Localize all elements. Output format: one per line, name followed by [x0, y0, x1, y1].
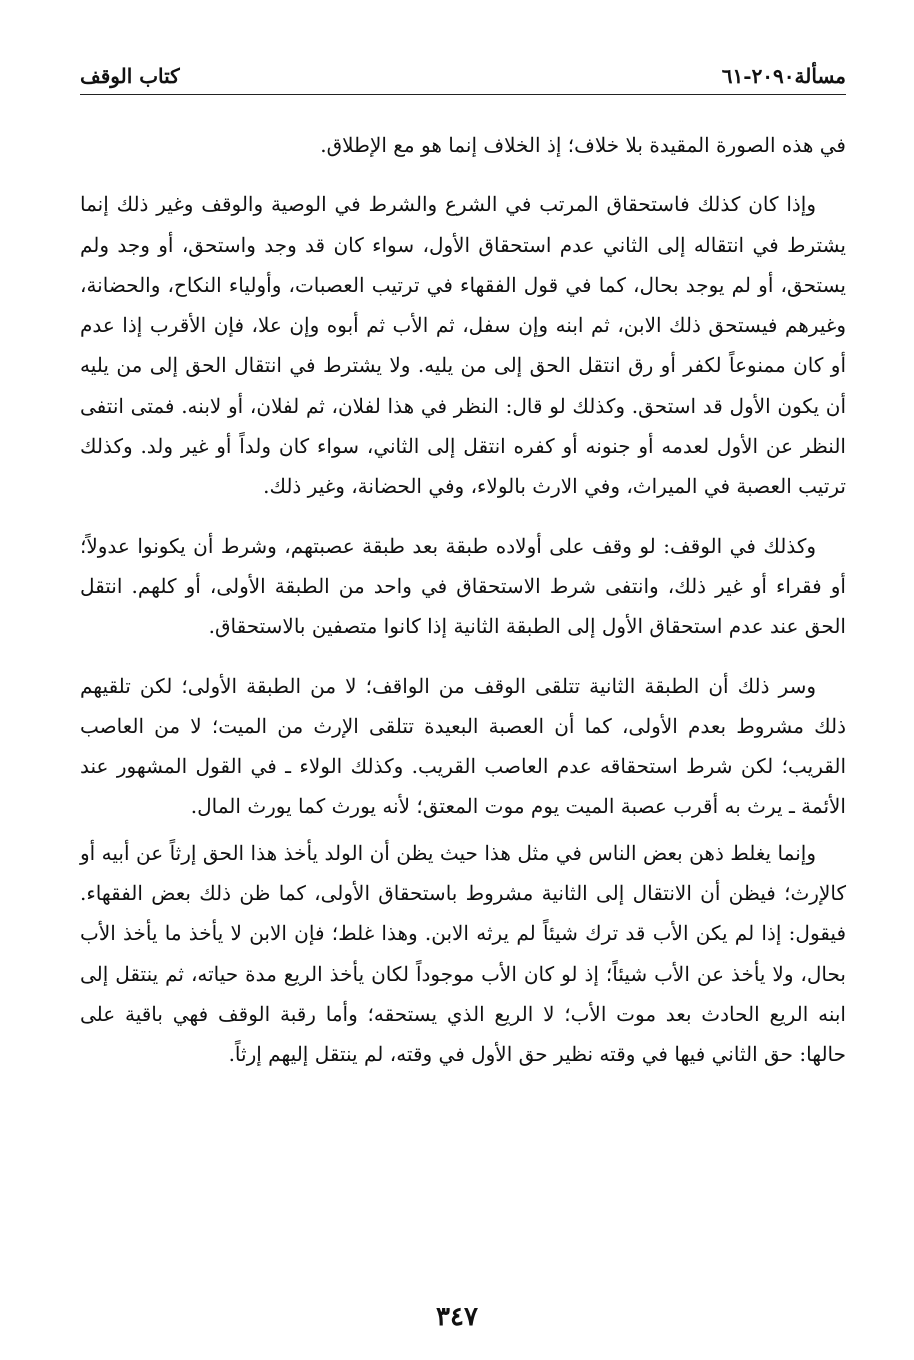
paragraph: وسر ذلك أن الطبقة الثانية تتلقى الوقف من الواقف؛ لا من الطبقة الأولى؛ لكن تلقيهم ذلك مشروط بعدم الأولى، كما أن العصبة البعيدة تتلقى الإرث من الميت؛ لا من العاصب القريب؛ لكن شرط استحقاقه عدم العاصب القريب. وكذلك الولاء ـ في القول المشهور عند الأئمة ـ يرث به أقرب عصبة الميت يوم موت المعتق؛ لأنه يورث كما يورث المال.	[80, 673, 846, 819]
main-text	[80, 125, 846, 1075]
paragraph-continuation: في هذه الصورة المقيدة بلا خلاف؛ إذ الخلاف إنما هو مع الإطلاق.	[320, 133, 846, 157]
paragraph: وكذلك في الوقف: لو وقف على أولاده طبقة بعد طبقة عصبتهم، وشرط أن يكونوا عدولاً؛ أو فقراء أو غير ذلك، وانتفى شرط الاستحقاق في واحد من الطبقة الأولى، أو كلهم. انتقل الحق عند عدم استحقاق الأول إلى الطبقة الثانية إذا كانوا متصفين بالاستحقاق.	[80, 533, 846, 639]
paragraph: وإنما يغلط ذهن بعض الناس في مثل هذا حيث يظن أن الولد يأخذ هذا الحق إرثاً عن أبيه أو كالإرث؛ فيظن أن الانتقال إلى الثانية مشروط باستحقاق الأولى، كما ظن ذلك بعض الفقهاء. فيقول: إذا لم يكن الأب قد ترك شيئاً لم يرثه الابن. وهذا غلط؛ فإن الابن لا يأخذ ما يأخذ الأب بحال، ولا يأخذ عن الأب شيئاً؛ إذ لو كان الأب موجوداً لكان يأخذ الريع مدة حياته، ثم ينتقل إلى ابنه الريع الحادث بعد موت الأب؛ لا الريع الذي يستحقه؛ وأما رقبة الوقف فهي باقية على حالها: حق الثاني فيها في وقته نظير حق الأول في وقته، لم ينتقل إليهم إرثاً.	[80, 840, 846, 1067]
paragraph: وإذا كان كذلك فاستحقاق المرتب في الشرع والشرط في الوصية والوقف وغير ذلك إنما يشترط في انتقاله إلى الثاني عدم استحقاق الأول، سواء كان قد وجد واستحق، أو وجد ولم يستحق، أو لم يوجد بحال، كما في قول الفقهاء في ترتيب العصبات، وأولياء النكاح، والحضانة، وغيرهم فيستحق ذلك الابن، ثم ابنه وإن سفل، ثم الأب ثم أبوه وإن علا، فإن الأقرب إذا عدم أو كان ممنوعاً لكفر أو رق انتقل الحق إلى من يليه. ولا يشترط في انتقال الحق إلى من يليه أن يكون الأول قد استحق. وكذلك لو قال: النظر في هذا لفلان، ثم لفلان، أو لابنه. فمتى انتفى النظر عن الأول لعدمه أو جنونه أو كفره انتقل إلى الثاني، سواء كان ولداً أو غير ولد. وكذلك ترتيب العصبة في الميراث، وفي الارث بالولاء، وفي الحضانة، وغير ذلك.	[80, 192, 847, 499]
paragraph-gap	[80, 507, 846, 526]
paragraph-gap	[80, 647, 846, 666]
section-label: مسألة٢٠٩٠-٦١	[721, 64, 846, 88]
book-title: كتاب الوقف	[80, 64, 180, 88]
running-header	[80, 60, 846, 95]
paragraph-gap	[80, 165, 846, 184]
page-number: ٣٤٧	[436, 1302, 478, 1332]
